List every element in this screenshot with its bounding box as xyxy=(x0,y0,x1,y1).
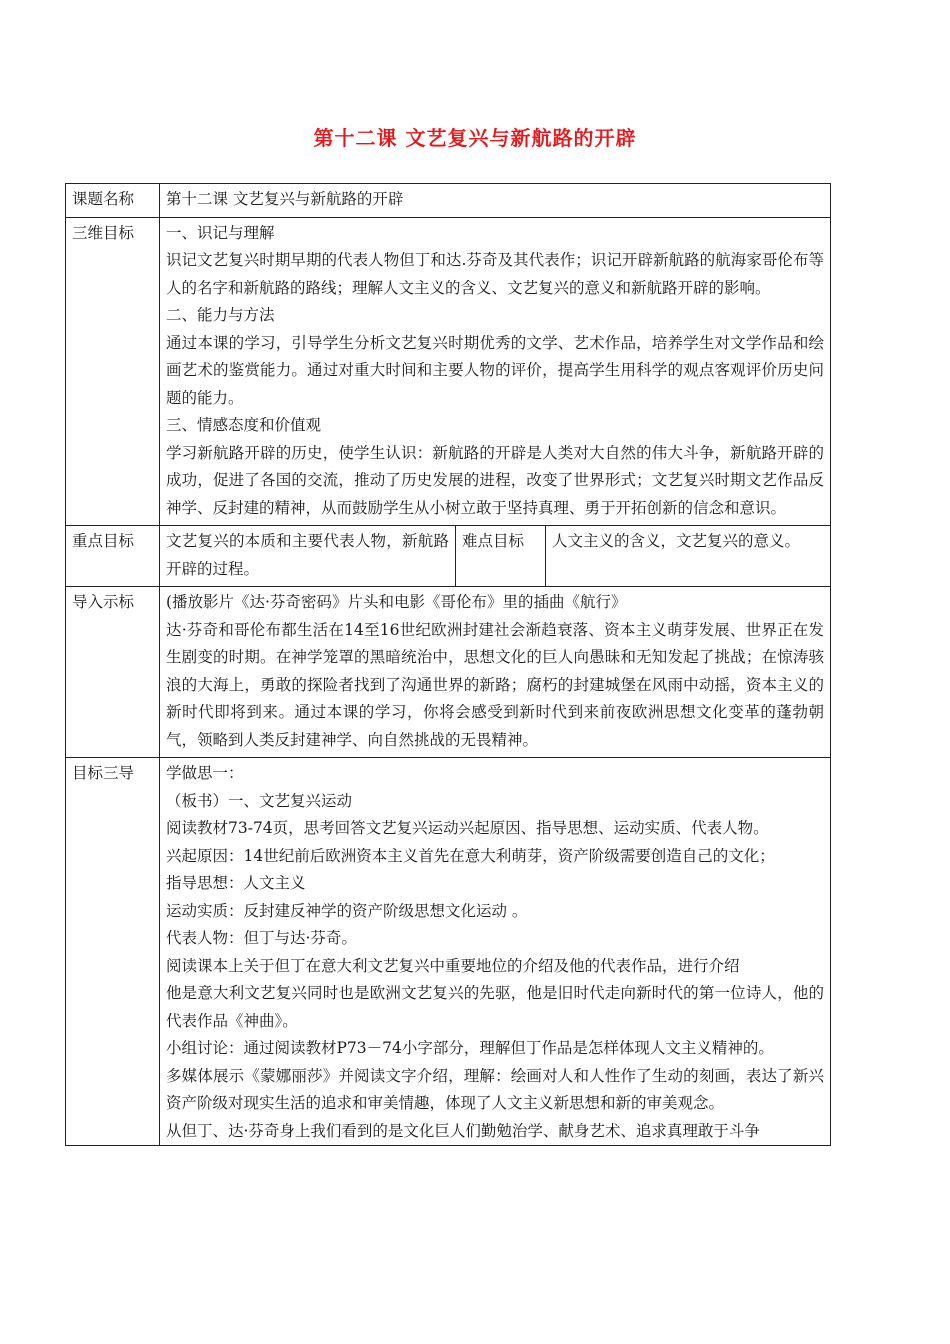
guide-line-2: （板书）一、文艺复兴运动 xyxy=(166,791,353,810)
key-value: 文艺复兴的本质和主要代表人物，新航路开辟的过程。 xyxy=(160,526,456,587)
guide-content xyxy=(160,758,831,1146)
guide-line-6: 运动实质：反封建反神学的资产阶级思想文化运动 。 xyxy=(166,901,528,920)
intro-line-1: (播放影片《达·芬奇密码》片头和电影《哥伦布》里的插曲《航行》 xyxy=(166,593,627,611)
intro-content xyxy=(160,587,831,758)
row-intro xyxy=(66,587,831,758)
goals-heading-2: 二、能力与方法 xyxy=(166,306,275,324)
goals-heading-3: 三、情感态度和价值观 xyxy=(166,416,322,434)
goals-label: 三维目标 xyxy=(66,217,160,526)
row-guide xyxy=(66,758,831,1146)
goals-paragraph-2: 通过本课的学习，引导学生分析文艺复兴时期优秀的文学、艺术作品，培养学生对文学作品和绘画艺术的鉴赏能力。通过对重大时间和主要人物的评价，提高学生用科学的观点客观评价历史问题的能力。 xyxy=(166,333,825,407)
difficulty-label: 难点目标 xyxy=(456,526,546,587)
guide-line-9: 他是意大利文艺复兴同时也是欧洲文艺复兴的先驱，他是旧时代走向新时代的第一位诗人，他的代表作品《神曲》。 xyxy=(166,984,825,1030)
lesson-plan-table xyxy=(65,183,831,1146)
guide-line-3: 阅读教材73-74页，思考回答文艺复兴运动兴起原因、指导思想、运动实质、代表人物。 xyxy=(166,819,769,837)
goals-paragraph-3: 学习新航路开辟的历史，使学生认识：新航路的开辟是人类对大自然的伟大斗争，新航路开辟的成功，促进了各国的交流，推动了历史发展的进程，改变了世界形式；文艺复兴时期文艺作品反神学、反封建的精神，从而鼓励学生从小树立敢于坚持真理、勇于开拓创新的信念和意识。 xyxy=(166,443,825,517)
guide-line-4: 兴起原因：14世纪前后欧洲资本主义首先在意大利萌芽，资产阶级需要创造自己的文化； xyxy=(166,846,775,865)
goals-content xyxy=(160,217,831,526)
key-label: 重点目标 xyxy=(66,526,160,587)
row-goals xyxy=(66,217,831,526)
topic-value: 第十二课 文艺复兴与新航路的开辟 xyxy=(160,184,831,218)
row-topic xyxy=(66,184,831,218)
difficulty-value: 人文主义的含义，文艺复兴的意义。 xyxy=(546,526,831,587)
guide-line-5: 指导思想：人文主义 xyxy=(166,874,306,892)
topic-label: 课题名称 xyxy=(66,184,160,218)
goals-paragraph-1: 识记文艺复兴时期早期的代表人物但丁和达.芬奇及其代表作；识记开辟新航路的航海家哥伦布等人的名字和新航路的路线；理解人文主义的含义、文艺复兴的意义和新航路开辟的影响。 xyxy=(166,251,825,297)
guide-line-12: 从但丁、达·芬奇身上我们看到的是文化巨人们勤勉治学、献身艺术、追求真理敢于斗争 xyxy=(166,1121,760,1140)
guide-line-7: 代表人物：但丁与达·芬奇。 xyxy=(166,929,357,947)
guide-line-8: 阅读课本上关于但丁在意大利文艺复兴中重要地位的介绍及他的代表作品，进行介绍 xyxy=(166,956,740,975)
guide-line-11: 多媒体展示《蒙娜丽莎》并阅读文字介绍，理解：绘画对人和人性作了生动的刻画，表达了新兴资产阶级对现实生活的追求和审美情趣，体现了人文主义新思想和新的审美观念。 xyxy=(166,1066,825,1112)
intro-label: 导入示标 xyxy=(66,587,160,758)
row-key-difficulty xyxy=(66,526,831,587)
goals-heading-1: 一、识记与理解 xyxy=(166,223,275,242)
guide-line-1: 学做思一： xyxy=(166,764,244,782)
intro-paragraph: 达·芬奇和哥伦布都生活在14至16世纪欧洲封建社会渐趋衰落、资本主义萌芽发展、世界正在发生剧变的时期。在神学笼罩的黑暗统治中，思想文化的巨人向愚昧和无知发起了挑战；在惊涛骇浪的大海上，勇敢的探险者找到了沟通世界的新路；腐朽的封建城堡在风雨中动摇，资本主义的新时代即将到来。通过本课的学习，你将会感受到新时代到来前夜欧洲思想文化变革的蓬勃朝气，领略到人类反封建神学、向自然挑战的无畏精神。 xyxy=(166,620,825,749)
document-title: 第十二课 文艺复兴与新航路的开辟 xyxy=(313,126,637,150)
guide-line-10: 小组讨论：通过阅读教材P73－74小字部分，理解但丁作品是怎样体现人文主义精神的。 xyxy=(166,1039,774,1057)
guide-label: 目标三导 xyxy=(66,758,160,1146)
